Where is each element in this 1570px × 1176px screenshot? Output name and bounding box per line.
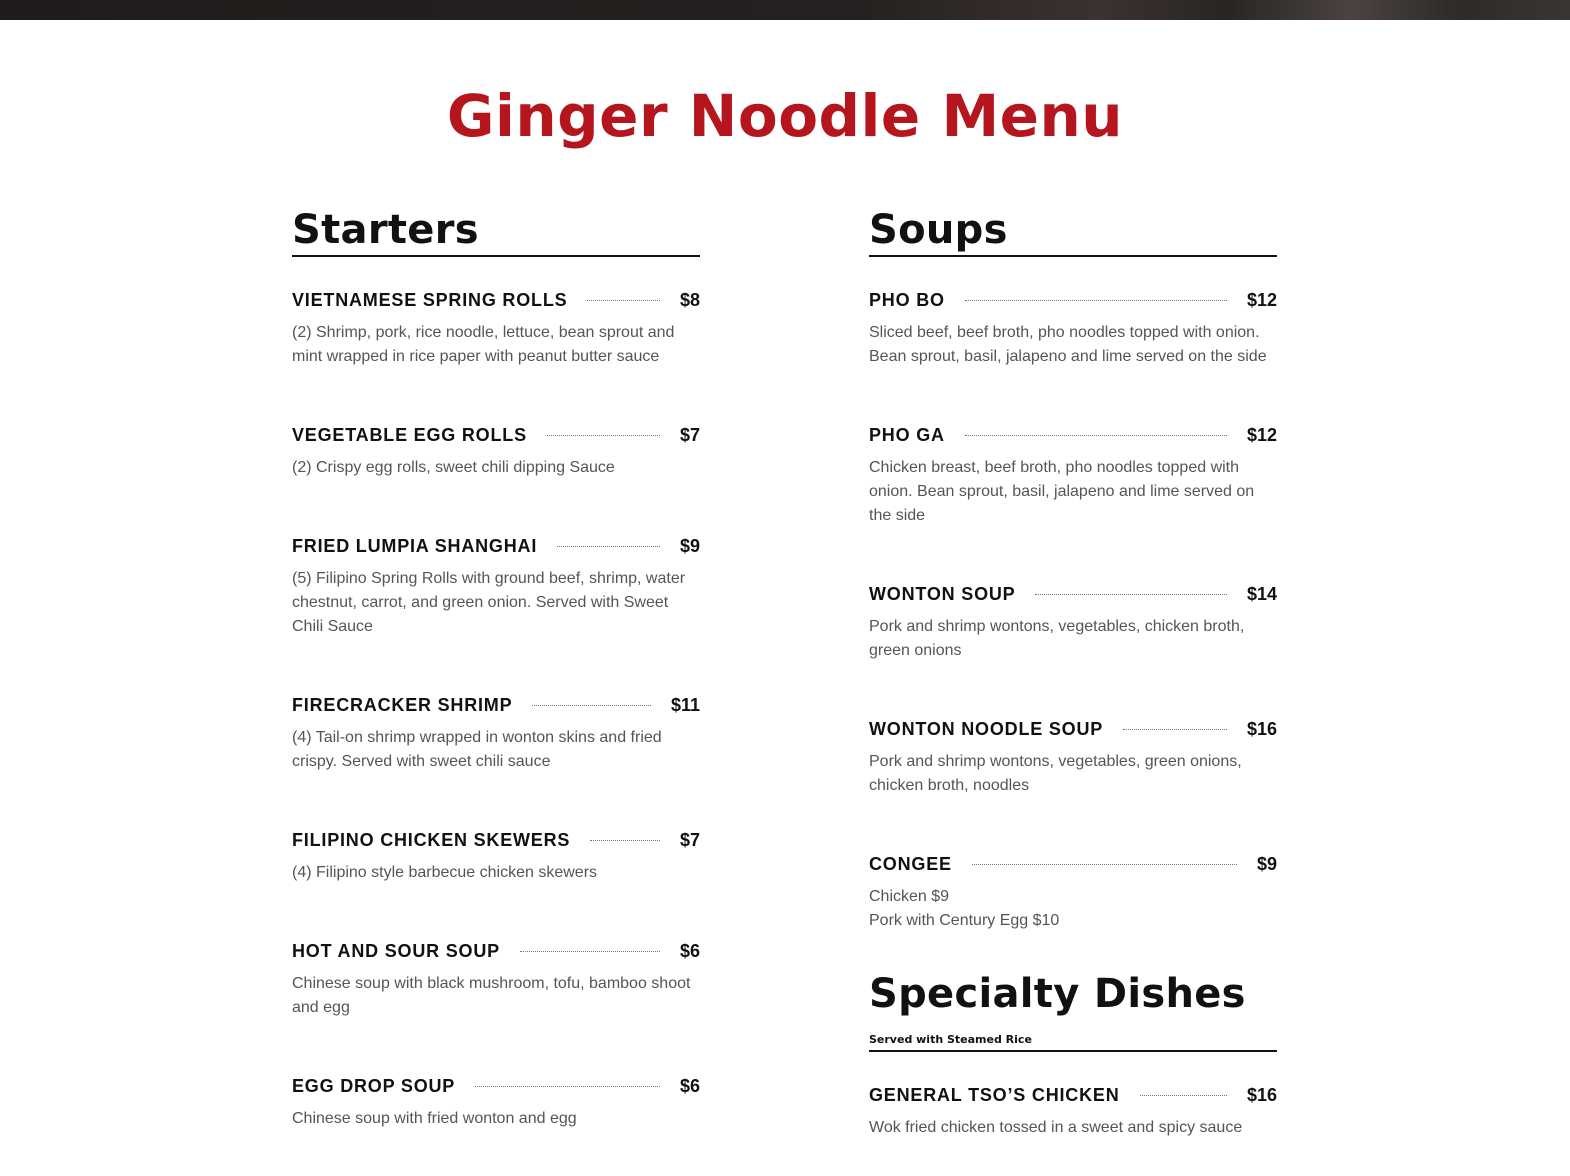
section-title-specialty: Specialty Dishes xyxy=(869,971,1246,1017)
menu-item-name: CONGEE xyxy=(869,853,952,874)
congee-option-pork: Pork with Century Egg $10 xyxy=(869,912,1060,929)
menu-item xyxy=(292,1073,700,1131)
menu-item-description: (4) Filipino style barbecue chicken skewers xyxy=(292,864,598,881)
dotted-leader xyxy=(590,840,660,841)
menu-item-price: $6 xyxy=(679,1075,700,1096)
menu-item-price: $12 xyxy=(1246,424,1277,445)
menu-item-description: Chinese soup with black mushroom, tofu, bamboo shoot and egg xyxy=(292,975,691,1016)
dotted-leader xyxy=(972,864,1237,865)
soups-header xyxy=(869,205,1277,257)
dotted-leader xyxy=(1035,594,1226,595)
menu-item-price: $7 xyxy=(679,829,700,850)
menu-item-name: FIRECRACKER SHRIMP xyxy=(292,694,513,715)
menu-item xyxy=(869,422,1277,581)
dotted-leader xyxy=(1123,729,1227,730)
menu-item-price: $12 xyxy=(1246,289,1277,310)
menu-item-name: PHO GA xyxy=(869,424,945,445)
menu-item xyxy=(869,851,1277,969)
menu-item-price: $8 xyxy=(679,289,700,310)
menu-item xyxy=(292,287,700,422)
menu-item-description: Sliced beef, beef broth, pho noodles topped with onion. Bean sprout, basil, jalapeno and lime served on the side xyxy=(869,324,1267,365)
menu-item xyxy=(869,581,1277,716)
menu-item-name: VEGETABLE EGG ROLLS xyxy=(292,424,527,445)
menu-item-price: $16 xyxy=(1246,1084,1277,1105)
menu-item-name: GENERAL TSO’S CHICKEN xyxy=(869,1084,1120,1105)
page-title: Ginger Noodle Menu xyxy=(446,82,1124,150)
dotted-leader xyxy=(520,951,660,952)
dotted-leader xyxy=(965,300,1227,301)
menu-item-description: (2) Shrimp, pork, rice noodle, lettuce, bean sprout and mint wrapped in rice paper with peanut butter sauce xyxy=(292,324,675,365)
dotted-leader xyxy=(965,435,1227,436)
menu-item-description: (5) Filipino Spring Rolls with ground beef, shrimp, water chestnut, carrot, and green onion. Served with Sweet Chili Sauce xyxy=(292,570,686,635)
menu-item xyxy=(292,692,700,827)
menu-item-name: VIETNAMESE SPRING ROLLS xyxy=(292,289,568,310)
menu-item-name: FRIED LUMPIA SHANGHAI xyxy=(292,535,538,556)
dotted-leader xyxy=(587,300,660,301)
menu-item xyxy=(869,287,1277,422)
menu-item xyxy=(869,1082,1277,1140)
specialty-header xyxy=(869,969,1277,1052)
section-subtitle: Served with Steamed Rice xyxy=(869,1033,1032,1046)
dotted-leader xyxy=(475,1086,660,1087)
menu-item-description: Pork and shrimp wontons, vegetables, chicken broth, green onions xyxy=(869,618,1245,659)
menu-item-description: Chicken breast, beef broth, pho noodles topped with onion. Bean sprout, basil, jalapeno and lime served on the side xyxy=(869,459,1255,524)
menu-item-description: Pork and shrimp wontons, vegetables, green onions, chicken broth, noodles xyxy=(869,753,1242,794)
section-title-starters: Starters xyxy=(292,207,479,253)
header-banner-image xyxy=(0,0,1570,20)
menu-item-price: $14 xyxy=(1246,583,1277,604)
menu-item-price: $9 xyxy=(1256,853,1277,874)
congee-option-chicken: Chicken $9 xyxy=(869,888,950,905)
menu-item-name: FILIPINO CHICKEN SKEWERS xyxy=(292,829,571,850)
menu-item-description xyxy=(869,885,1277,933)
menu-item-name: WONTON SOUP xyxy=(869,583,1016,604)
menu-item-name: WONTON NOODLE SOUP xyxy=(869,718,1104,739)
starters-header xyxy=(292,205,700,257)
menu-item-price: $7 xyxy=(679,424,700,445)
menu-item xyxy=(292,938,700,1073)
menu-item-price: $6 xyxy=(679,940,700,961)
menu-item-price: $16 xyxy=(1246,718,1277,739)
menu-item-name: PHO BO xyxy=(869,289,945,310)
menu-item-name: HOT AND SOUR SOUP xyxy=(292,940,500,961)
menu-item-price: $9 xyxy=(679,535,700,556)
menu-item-name: EGG DROP SOUP xyxy=(292,1075,456,1096)
menu-item-price: $11 xyxy=(670,694,700,715)
dotted-leader xyxy=(532,705,651,706)
menu-item-description: (2) Crispy egg rolls, sweet chili dipping Sauce xyxy=(292,459,615,476)
soups-section xyxy=(869,205,1277,1140)
dotted-leader xyxy=(557,546,660,547)
menu-item xyxy=(292,422,700,533)
starters-section xyxy=(292,205,700,1131)
dotted-leader xyxy=(547,435,660,436)
menu-item xyxy=(292,533,700,692)
menu-item xyxy=(292,827,700,938)
menu-item-description: Wok fried chicken tossed in a sweet and spicy sauce xyxy=(869,1119,1243,1136)
menu-item-description: (4) Tail-on shrimp wrapped in wonton skins and fried crispy. Served with sweet chili sauce xyxy=(292,729,662,770)
menu-item xyxy=(869,716,1277,851)
section-title-soups: Soups xyxy=(869,207,1008,253)
dotted-leader xyxy=(1140,1095,1227,1096)
menu-item-description: Chinese soup with fried wonton and egg xyxy=(292,1110,577,1127)
